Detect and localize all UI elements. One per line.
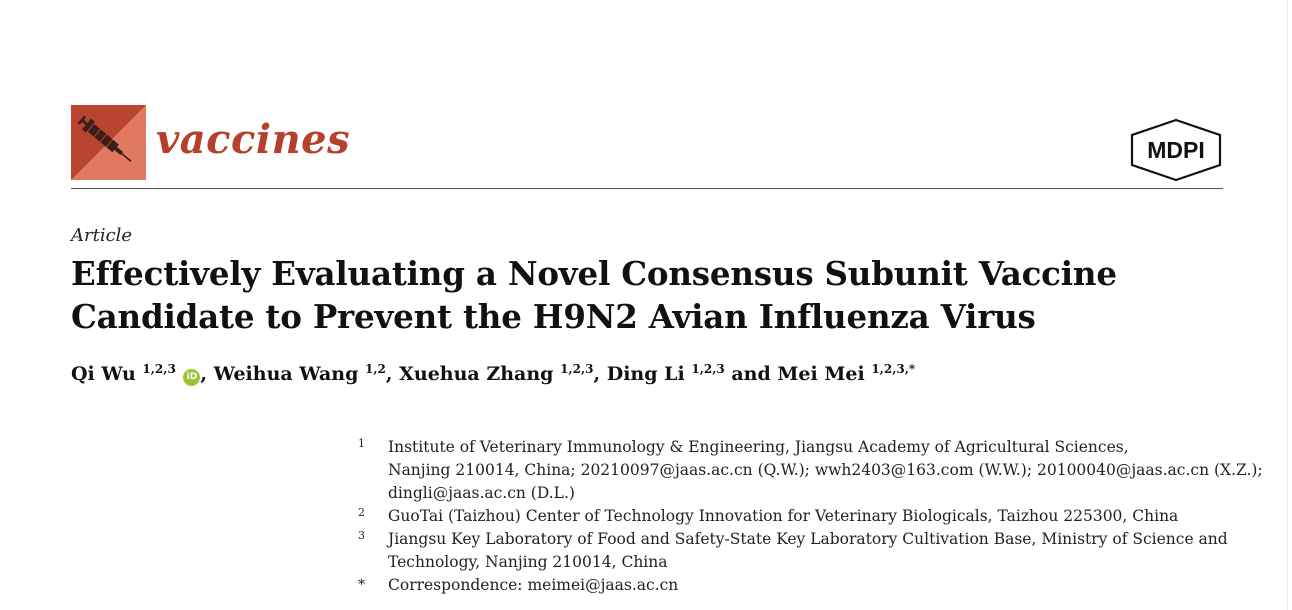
orcid-icon[interactable]: iD <box>183 369 200 386</box>
affiliation-marker: 1 <box>358 437 365 450</box>
author-separator: , <box>385 363 400 385</box>
author-list <box>71 362 915 386</box>
affiliation-marker: 3 <box>358 529 365 542</box>
affiliation-item <box>356 574 1236 597</box>
article-type: Article <box>71 225 133 246</box>
author-name[interactable]: Ding Li <box>606 363 685 385</box>
author-separator: , <box>200 363 214 385</box>
affiliations-block <box>356 436 1263 597</box>
author-separator: and <box>724 363 778 385</box>
publisher-name: MDPI <box>1147 137 1205 163</box>
author-affiliation-marks: 1,2 <box>365 362 386 376</box>
affiliation-item <box>356 436 1263 505</box>
author-affiliation-marks: 1,2,3 <box>560 362 594 376</box>
affiliation-line: Nanjing 210014, China; 20210097@jaas.ac.cn (Q.W.); wwh2403@163.com (W.W.); 20100040@jaas.ac.cn (X.Z.); <box>388 461 1263 479</box>
affiliation-line: Technology, Nanjing 210014, China <box>388 553 668 571</box>
author-name[interactable]: Weihua Wang <box>213 363 359 385</box>
journal-logo-icon <box>71 105 146 180</box>
author-affiliation-marks: 1,2,3 <box>691 362 725 376</box>
affiliation-item <box>356 528 1236 574</box>
header-divider <box>71 188 1223 189</box>
author-name[interactable]: Mei Mei <box>777 363 865 385</box>
article-title <box>71 252 1231 338</box>
correspondence-marker: * <box>358 577 365 593</box>
title-line: Candidate to Prevent the H9N2 Avian Influenza Virus <box>71 297 1036 336</box>
page-edge-divider <box>1287 0 1288 610</box>
author-separator: , <box>593 363 607 385</box>
author-affiliation-marks: 1,2,3,* <box>871 362 916 376</box>
affiliation-line: Institute of Veterinary Immunology & Engineering, Jiangsu Academy of Agricultural Sciences, <box>388 438 1129 456</box>
affiliation-line: GuoTai (Taizhou) Center of Technology Innovation for Veterinary Biologicals, Taizhou 225300, China <box>388 507 1179 525</box>
affiliation-line: Jiangsu Key Laboratory of Food and Safety-State Key Laboratory Cultivation Base, Ministry of Science and <box>388 530 1228 548</box>
author-affiliation-marks: 1,2,3 <box>142 362 176 376</box>
title-line: Effectively Evaluating a Novel Consensus Subunit Vaccine <box>71 254 1117 293</box>
mdpi-logo-icon <box>1128 118 1224 182</box>
author-name[interactable]: Xuehua Zhang <box>399 363 554 385</box>
affiliation-item <box>356 505 1236 528</box>
journal-name: vaccines <box>156 116 351 163</box>
author-name[interactable]: Qi Wu <box>71 363 136 385</box>
affiliation-marker: 2 <box>358 506 365 519</box>
affiliation-line: dingli@jaas.ac.cn (D.L.) <box>388 484 575 502</box>
correspondence-line: Correspondence: meimei@jaas.ac.cn <box>388 576 679 594</box>
